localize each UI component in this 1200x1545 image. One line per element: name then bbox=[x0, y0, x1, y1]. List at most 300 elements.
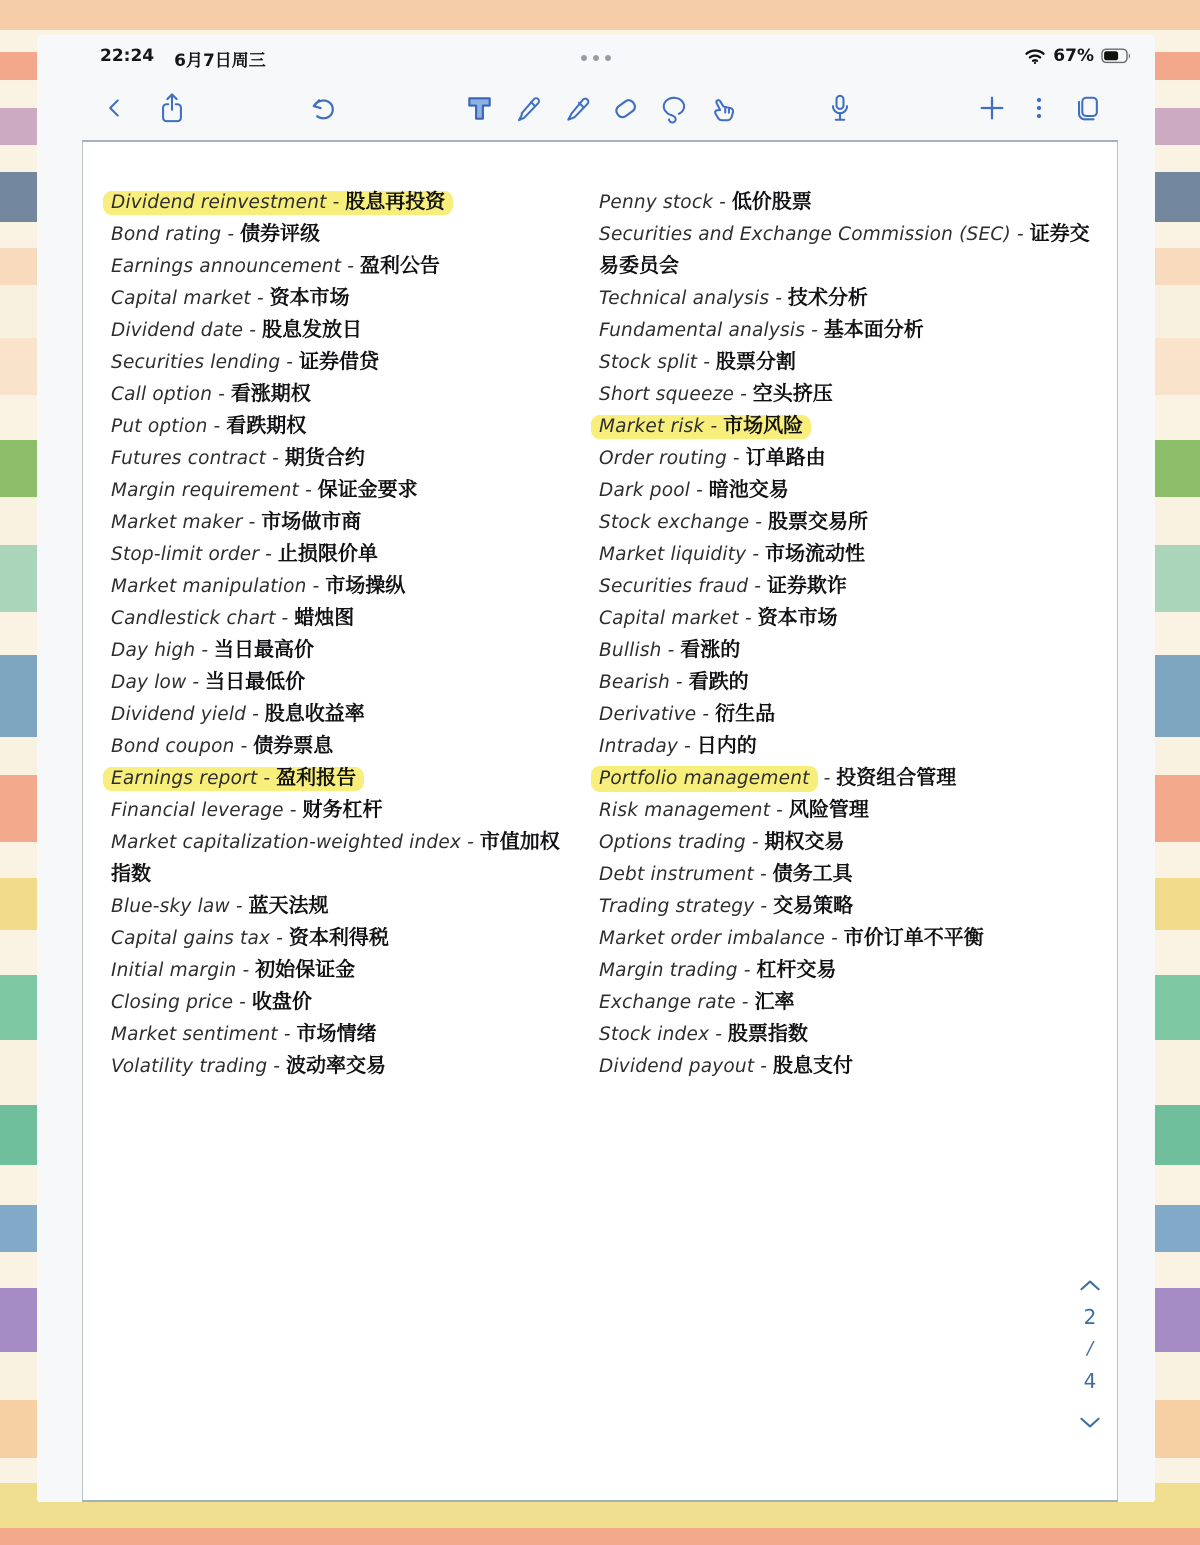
vocab-line bbox=[599, 733, 757, 757]
term-en: Financial leverage bbox=[111, 800, 284, 821]
separator: - bbox=[743, 960, 751, 981]
term-en: Bond rating bbox=[111, 224, 222, 245]
term-zh: 交易策略 bbox=[773, 893, 854, 917]
term-en: Securities lending bbox=[111, 352, 281, 373]
page-navigator bbox=[1077, 1278, 1103, 1430]
vocab-line bbox=[599, 925, 984, 949]
separator: - bbox=[759, 864, 767, 885]
pen-tool-button[interactable] bbox=[511, 91, 545, 125]
term-zh: 期货合约 bbox=[284, 445, 365, 469]
term-en: Fundamental analysis bbox=[599, 320, 806, 341]
term-en: Market order imbalance bbox=[599, 928, 826, 949]
term-en: Securities fraud bbox=[599, 576, 749, 597]
vocab-row bbox=[599, 666, 1097, 698]
separator: - bbox=[467, 832, 474, 853]
term-en: Put option bbox=[111, 416, 208, 437]
separator: - bbox=[235, 896, 243, 917]
separator: - bbox=[1016, 224, 1024, 245]
vocab-row bbox=[111, 186, 563, 218]
term-en: Exchange rate bbox=[599, 992, 736, 1013]
vocab-line bbox=[111, 637, 315, 661]
term-zh: 市场风险 bbox=[723, 413, 804, 437]
separator: - bbox=[776, 800, 783, 821]
vocab-line bbox=[103, 767, 364, 791]
separator: - bbox=[752, 544, 759, 565]
vocab-line bbox=[111, 445, 365, 469]
separator: - bbox=[703, 352, 710, 373]
vocab-row bbox=[111, 762, 563, 794]
page-slash: / bbox=[1086, 1338, 1094, 1359]
term-zh: 日内的 bbox=[696, 733, 757, 757]
separator: - bbox=[811, 320, 818, 341]
vocab-row bbox=[599, 410, 1097, 442]
term-zh: 股息发放日 bbox=[261, 317, 362, 341]
vocab-line bbox=[599, 189, 812, 213]
vocab-row bbox=[111, 794, 563, 826]
term-zh: 市场操纵 bbox=[325, 573, 406, 597]
page-down-button[interactable] bbox=[1078, 1416, 1102, 1430]
term-zh: 市场情绪 bbox=[296, 1021, 377, 1045]
vocab-row bbox=[599, 858, 1097, 890]
vocab-line bbox=[599, 893, 854, 917]
separator: - bbox=[283, 1024, 291, 1045]
term-zh: 收盘价 bbox=[251, 989, 312, 1013]
term-zh: 股票交易所 bbox=[767, 509, 868, 533]
separator: - bbox=[755, 512, 762, 533]
term-en: Market manipulation bbox=[111, 576, 307, 597]
term-en: Stock exchange bbox=[599, 512, 750, 533]
term-zh: 债务工具 bbox=[772, 861, 853, 885]
separator: - bbox=[213, 416, 221, 437]
vocab-row bbox=[599, 474, 1097, 506]
vocab-line bbox=[111, 957, 356, 981]
vocab-row bbox=[599, 378, 1097, 410]
separator: - bbox=[823, 768, 831, 789]
term-zh: 盈利报告 bbox=[276, 765, 357, 789]
vocab-column-right bbox=[599, 186, 1097, 1082]
vocab-line bbox=[103, 191, 453, 215]
separator: - bbox=[249, 320, 256, 341]
term-zh: 投资组合管理 bbox=[836, 765, 957, 789]
separator: - bbox=[831, 928, 838, 949]
vocab-line bbox=[599, 1053, 853, 1077]
notes-app-window bbox=[37, 35, 1155, 1502]
vocab-row bbox=[599, 794, 1097, 826]
vocab-row bbox=[599, 218, 1097, 282]
vocab-row bbox=[599, 314, 1097, 346]
separator: - bbox=[667, 640, 675, 661]
vocab-row bbox=[111, 442, 563, 474]
vocab-line bbox=[111, 285, 350, 309]
separator: - bbox=[289, 800, 297, 821]
term-en: Dividend reinvestment bbox=[111, 192, 327, 213]
term-en: Order routing bbox=[599, 448, 727, 469]
vocab-row bbox=[599, 634, 1097, 666]
vocab-line bbox=[599, 541, 865, 565]
term-en: Options trading bbox=[599, 832, 746, 853]
term-zh: 资本利得税 bbox=[288, 925, 389, 949]
term-zh: 暗池交易 bbox=[708, 477, 789, 501]
separator: - bbox=[252, 704, 259, 725]
vocab-line bbox=[599, 381, 833, 405]
term-en: Securities and Exchange Commission (SEC) bbox=[599, 224, 1011, 245]
term-zh: 财务杠杆 bbox=[302, 797, 383, 821]
vocab-row bbox=[111, 986, 563, 1018]
vocab-row bbox=[111, 474, 563, 506]
vocab-row bbox=[111, 346, 563, 378]
term-zh: 资本市场 bbox=[269, 285, 350, 309]
term-en: Stock split bbox=[599, 352, 698, 373]
vocab-row bbox=[111, 538, 563, 570]
vocab-row bbox=[599, 762, 1097, 794]
separator: - bbox=[732, 448, 740, 469]
vocab-row bbox=[111, 602, 563, 634]
term-en: Market sentiment bbox=[111, 1024, 278, 1045]
term-en: Derivative bbox=[599, 704, 697, 725]
term-zh: 股息支付 bbox=[772, 1053, 853, 1077]
term-zh: 看涨的 bbox=[680, 637, 741, 661]
vocab-line bbox=[599, 349, 796, 373]
vocab-row bbox=[599, 890, 1097, 922]
term-en: Debt instrument bbox=[599, 864, 754, 885]
separator: - bbox=[719, 192, 726, 213]
vocab-row bbox=[599, 506, 1097, 538]
term-zh: 市价订单不平衡 bbox=[843, 925, 984, 949]
term-zh: 看跌期权 bbox=[226, 413, 307, 437]
term-zh: 看跌的 bbox=[688, 669, 749, 693]
term-en: Capital market bbox=[599, 608, 739, 629]
term-zh: 汇率 bbox=[754, 989, 795, 1013]
term-zh: 波动率交易 bbox=[285, 1053, 386, 1077]
toolbar bbox=[37, 83, 1155, 140]
vocab-row bbox=[599, 282, 1097, 314]
term-en: Day high bbox=[111, 640, 196, 661]
vocab-line bbox=[111, 893, 329, 917]
term-en: Stop-limit order bbox=[111, 544, 260, 565]
term-zh: 蓝天法规 bbox=[248, 893, 329, 917]
microphone-button[interactable] bbox=[823, 91, 857, 125]
term-zh: 蜡烛图 bbox=[294, 605, 355, 629]
vocab-line bbox=[599, 797, 869, 821]
page-current: 2 bbox=[1083, 1305, 1097, 1329]
term-en: Blue-sky law bbox=[111, 896, 230, 917]
vocab-row bbox=[111, 954, 563, 986]
separator: - bbox=[751, 832, 759, 853]
term-zh: 市值加权指数 bbox=[111, 829, 560, 885]
separator: - bbox=[760, 1056, 767, 1077]
vocab-row bbox=[111, 666, 563, 698]
term-en: Short squeeze bbox=[599, 384, 735, 405]
term-zh: 低价股票 bbox=[731, 189, 812, 213]
lasso-tool-button[interactable] bbox=[656, 91, 690, 125]
note-page-canvas[interactable] bbox=[82, 140, 1118, 1502]
term-zh: 股息再投资 bbox=[345, 189, 446, 213]
vocab-row bbox=[111, 410, 563, 442]
separator: - bbox=[332, 192, 340, 213]
separator: - bbox=[248, 512, 256, 533]
vocab-line bbox=[111, 413, 307, 437]
separator: - bbox=[273, 1056, 280, 1077]
vocab-line bbox=[111, 925, 389, 949]
vocab-row bbox=[111, 730, 563, 762]
separator: - bbox=[312, 576, 320, 597]
battery-percent: 67% bbox=[1053, 46, 1094, 66]
term-zh: 证券借贷 bbox=[298, 349, 379, 373]
more-options-button[interactable] bbox=[1022, 91, 1056, 125]
term-zh: 技术分析 bbox=[787, 285, 868, 309]
vocab-line bbox=[599, 637, 741, 661]
vocab-row bbox=[111, 378, 563, 410]
vocab-line bbox=[599, 669, 749, 693]
term-en: Intraday bbox=[599, 736, 679, 757]
text-tool-button[interactable] bbox=[462, 91, 496, 125]
vocab-row bbox=[111, 250, 563, 282]
term-zh: 股息收益率 bbox=[264, 701, 365, 725]
separator: - bbox=[272, 448, 279, 469]
term-zh: 证券交易委员会 bbox=[599, 221, 1090, 277]
vocab-row bbox=[599, 1050, 1097, 1082]
vocab-row bbox=[599, 730, 1097, 762]
term-zh: 盈利公告 bbox=[359, 253, 440, 277]
separator: - bbox=[715, 1024, 722, 1045]
vocab-line bbox=[111, 477, 418, 501]
separator: - bbox=[227, 224, 235, 245]
vocab-row bbox=[599, 186, 1097, 218]
vocab-line bbox=[599, 221, 1090, 277]
vocab-line bbox=[111, 829, 560, 885]
separator: - bbox=[740, 384, 747, 405]
separator: - bbox=[775, 288, 782, 309]
vocab-row bbox=[599, 538, 1097, 570]
term-zh: 债券评级 bbox=[240, 221, 321, 245]
term-en: Bond coupon bbox=[111, 736, 235, 757]
term-en: Dividend yield bbox=[111, 704, 247, 725]
vocab-line bbox=[599, 573, 847, 597]
term-en: Capital gains tax bbox=[111, 928, 271, 949]
term-zh: 空头挤压 bbox=[752, 381, 833, 405]
separator: - bbox=[744, 608, 752, 629]
vocab-row bbox=[111, 922, 563, 954]
term-en: Penny stock bbox=[599, 192, 714, 213]
vocab-row bbox=[599, 442, 1097, 474]
separator: - bbox=[347, 256, 354, 277]
vocab-line bbox=[591, 415, 811, 439]
separator: - bbox=[192, 672, 200, 693]
vocab-line bbox=[599, 701, 776, 725]
term-en: Bullish bbox=[599, 640, 662, 661]
separator: - bbox=[696, 480, 703, 501]
vocab-line bbox=[599, 445, 826, 469]
vocab-line bbox=[111, 989, 312, 1013]
vocab-line bbox=[111, 669, 306, 693]
vocab-row bbox=[111, 314, 563, 346]
vocab-line bbox=[111, 1021, 377, 1045]
vocab-line bbox=[111, 349, 379, 373]
vocab-row bbox=[599, 1018, 1097, 1050]
vocab-line bbox=[111, 253, 440, 277]
back-button[interactable] bbox=[98, 91, 132, 125]
status-indicators bbox=[1024, 46, 1132, 66]
term-zh: 保证金要求 bbox=[317, 477, 418, 501]
vocab-line bbox=[599, 861, 853, 885]
undo-button[interactable] bbox=[305, 91, 339, 125]
term-en: Initial margin bbox=[111, 960, 237, 981]
vocab-line bbox=[599, 829, 845, 853]
term-en: Stock index bbox=[599, 1024, 710, 1045]
separator: - bbox=[265, 544, 272, 565]
vocab-line bbox=[599, 317, 924, 341]
vocab-line bbox=[599, 509, 868, 533]
term-en: Market capitalization-weighted index bbox=[111, 832, 462, 853]
term-en: Risk management bbox=[599, 800, 771, 821]
vocab-row bbox=[111, 890, 563, 922]
separator: - bbox=[239, 992, 246, 1013]
vocab-line bbox=[599, 989, 795, 1013]
vocab-row bbox=[111, 1018, 563, 1050]
vocab-row bbox=[111, 282, 563, 314]
term-en: Dividend date bbox=[111, 320, 244, 341]
vocab-line bbox=[111, 1053, 386, 1077]
term-zh: 风险管理 bbox=[788, 797, 869, 821]
separator: - bbox=[304, 480, 312, 501]
separator: - bbox=[760, 896, 768, 917]
separator: - bbox=[240, 736, 248, 757]
separator: - bbox=[286, 352, 293, 373]
term-zh: 订单路由 bbox=[745, 445, 826, 469]
vocab-row bbox=[599, 570, 1097, 602]
term-en: Market maker bbox=[111, 512, 243, 533]
vocab-row bbox=[111, 698, 563, 730]
term-en: Closing price bbox=[111, 992, 234, 1013]
separator: - bbox=[754, 576, 761, 597]
wifi-icon bbox=[1024, 48, 1046, 65]
term-zh: 当日最高价 bbox=[214, 637, 315, 661]
term-zh: 股票分割 bbox=[715, 349, 796, 373]
add-page-button[interactable] bbox=[975, 91, 1009, 125]
term-en: Futures contract bbox=[111, 448, 267, 469]
highlighter-tool-button[interactable] bbox=[560, 91, 594, 125]
vocab-row bbox=[111, 826, 563, 890]
vocab-row bbox=[599, 922, 1097, 954]
vocab-line bbox=[599, 477, 789, 501]
vocab-row bbox=[111, 506, 563, 538]
term-en: Dividend payout bbox=[599, 1056, 755, 1077]
separator: - bbox=[702, 704, 710, 725]
hand-gesture-tool-button[interactable] bbox=[706, 91, 740, 125]
term-zh: 看涨期权 bbox=[230, 381, 311, 405]
separator: - bbox=[218, 384, 225, 405]
vocab-row bbox=[599, 602, 1097, 634]
term-zh: 证券欺诈 bbox=[766, 573, 847, 597]
term-en: Bearish bbox=[599, 672, 670, 693]
term-zh: 初始保证金 bbox=[255, 957, 356, 981]
term-zh: 市场做市商 bbox=[261, 509, 362, 533]
status-time-date bbox=[100, 46, 266, 71]
term-en: Market risk bbox=[599, 416, 705, 437]
term-zh: 资本市场 bbox=[757, 605, 838, 629]
term-zh: 期权交易 bbox=[764, 829, 845, 853]
vocab-line bbox=[111, 541, 378, 565]
vocab-column-left bbox=[111, 186, 563, 1082]
vocab-line bbox=[111, 701, 365, 725]
term-zh: 杠杆交易 bbox=[756, 957, 837, 981]
vocab-row bbox=[111, 634, 563, 666]
term-en: Capital market bbox=[111, 288, 251, 309]
page-total: 4 bbox=[1083, 1369, 1097, 1393]
term-en: Call option bbox=[111, 384, 213, 405]
vocab-line bbox=[599, 1021, 808, 1045]
vocab-line bbox=[599, 285, 868, 309]
term-en: Candlestick chart bbox=[111, 608, 276, 629]
vocab-line bbox=[111, 573, 406, 597]
term-en: Margin requirement bbox=[111, 480, 299, 501]
term-zh: 股票指数 bbox=[727, 1021, 808, 1045]
separator: - bbox=[281, 608, 289, 629]
term-zh: 市场流动性 bbox=[765, 541, 865, 565]
battery-icon bbox=[1101, 48, 1132, 64]
vocab-line bbox=[599, 605, 838, 629]
separator: - bbox=[242, 960, 250, 981]
vocab-line bbox=[111, 605, 355, 629]
vocab-row bbox=[599, 698, 1097, 730]
status-date: 6月7日周三 bbox=[174, 51, 266, 71]
vocab-line bbox=[111, 317, 362, 341]
term-en: Earnings report bbox=[111, 768, 258, 789]
vocab-line bbox=[111, 381, 311, 405]
term-zh: 基本面分析 bbox=[823, 317, 924, 341]
separator: - bbox=[256, 288, 264, 309]
eraser-tool-button[interactable] bbox=[608, 91, 642, 125]
vocab-line bbox=[599, 765, 957, 789]
separator: - bbox=[201, 640, 209, 661]
term-zh: 债券票息 bbox=[253, 733, 334, 757]
vocab-line bbox=[111, 797, 383, 821]
vocab-row bbox=[111, 218, 563, 250]
vocab-line bbox=[111, 733, 334, 757]
vocab-line bbox=[111, 221, 321, 245]
separator: - bbox=[263, 768, 271, 789]
page-up-button[interactable] bbox=[1078, 1278, 1102, 1292]
term-en: Dark pool bbox=[599, 480, 691, 501]
share-button[interactable] bbox=[155, 91, 189, 125]
pages-overview-button[interactable] bbox=[1070, 91, 1104, 125]
multitask-dots-icon[interactable] bbox=[581, 55, 611, 61]
term-zh: 衍生品 bbox=[715, 701, 776, 725]
term-en: Volatility trading bbox=[111, 1056, 268, 1077]
vocab-line bbox=[111, 509, 362, 533]
term-en: Technical analysis bbox=[599, 288, 770, 309]
term-en: Margin trading bbox=[599, 960, 738, 981]
term-zh: 当日最低价 bbox=[205, 669, 306, 693]
term-en: Portfolio management bbox=[591, 766, 818, 792]
separator: - bbox=[684, 736, 691, 757]
separator: - bbox=[741, 992, 749, 1013]
term-zh: 止损限价单 bbox=[277, 541, 378, 565]
vocab-row bbox=[599, 986, 1097, 1018]
vocab-row bbox=[111, 1050, 563, 1082]
term-en: Day low bbox=[111, 672, 187, 693]
vocab-row bbox=[599, 954, 1097, 986]
separator: - bbox=[276, 928, 283, 949]
vocab-row bbox=[599, 826, 1097, 858]
separator: - bbox=[710, 416, 718, 437]
status-bar bbox=[37, 43, 1155, 73]
vocab-row bbox=[111, 570, 563, 602]
vocab-row bbox=[599, 346, 1097, 378]
term-en: Market liquidity bbox=[599, 544, 747, 565]
term-en: Trading strategy bbox=[599, 896, 755, 917]
status-time: 22:24 bbox=[100, 46, 155, 66]
